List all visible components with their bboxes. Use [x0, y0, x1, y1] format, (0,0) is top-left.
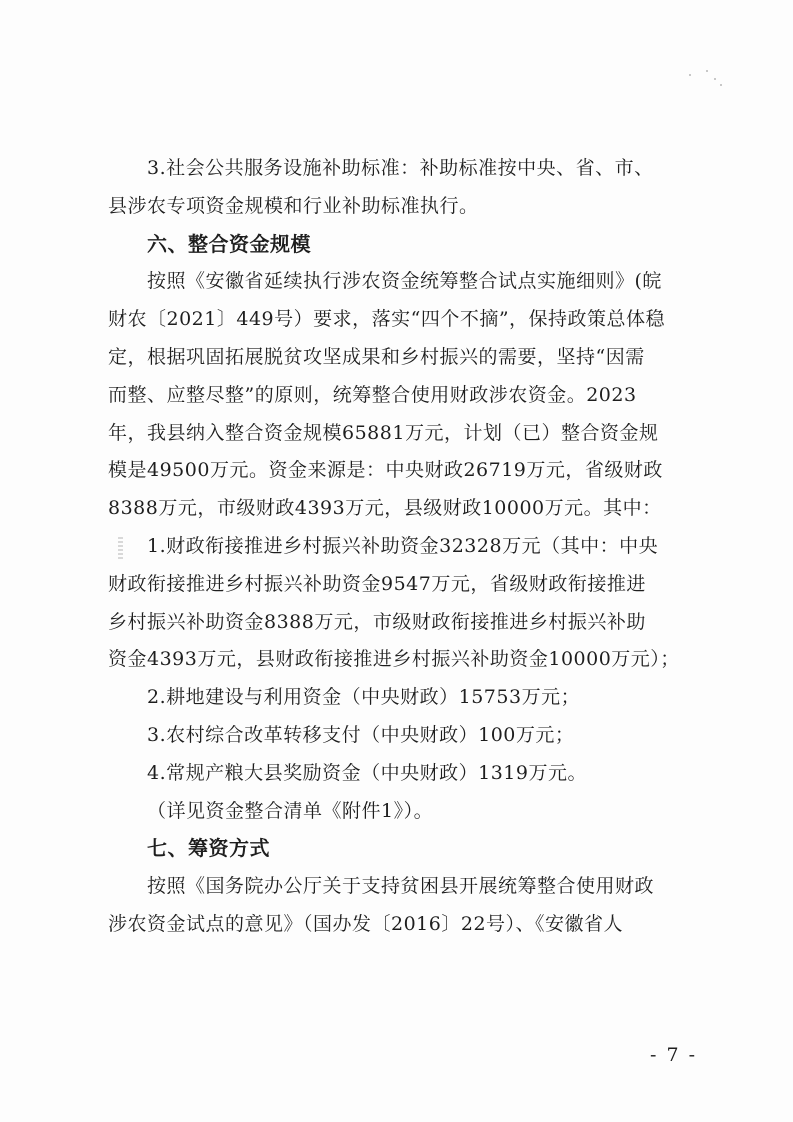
- scan-speck: [714, 78, 716, 80]
- paragraph-line: 4.常规产粮大县奖励资金（中央财政）1319万元。: [147, 761, 587, 784]
- paragraph-line: 涉农资金试点的意见》（国办发〔2016〕22号）、《安徽省人: [108, 912, 624, 935]
- paragraph-line: 财农〔2021〕449号）要求，落实“四个不摘”，保持政策总体稳: [108, 308, 666, 331]
- paragraph-line: 年，我县纳入整合资金规模65881万元，计划（已）整合资金规: [108, 421, 659, 444]
- paragraph-line: 2.耕地建设与利用资金（中央财政）15753万元；: [147, 686, 581, 709]
- paragraph-line: 模是49500万元。资金来源是：中央财政26719万元，省级财政: [108, 459, 663, 482]
- scan-speck: [706, 70, 708, 72]
- page-number: - 7 -: [650, 1044, 698, 1066]
- paragraph-line: 按照《安徽省延续执行涉农资金统筹整合试点实施细则》(皖: [147, 270, 662, 293]
- section-heading: 六、整合资金规模: [147, 231, 311, 256]
- paragraph-line: 乡村振兴补助资金8388万元，市级财政衔接推进乡村振兴补助: [108, 610, 646, 633]
- paragraph-line: 财政衔接推进乡村振兴补助资金9547万元，省级财政衔接推进: [108, 572, 646, 595]
- paragraph-line: 3.社会公共服务设施补助标准：补助标准按中央、省、市、: [147, 157, 654, 179]
- paragraph-line: （详见资金整合清单《附件1》）。: [147, 799, 434, 822]
- section-heading: 七、筹资方式: [147, 836, 270, 861]
- paragraph-line: 8388万元，市级财政4393万元，县级财政10000万元。其中：: [108, 497, 662, 520]
- scan-speck: [720, 84, 722, 86]
- paragraph-line: 资金4393万元，县财政衔接推进乡村振兴补助资金10000万元）；: [108, 648, 680, 671]
- paragraph-line: 1.财政衔接推进乡村振兴补助资金32328万元（其中：中央: [147, 534, 659, 557]
- paragraph-line: 定，根据巩固拓展脱贫攻坚成果和乡村振兴的需要，坚持“因需: [108, 345, 645, 368]
- document-body: [108, 150, 693, 944]
- scan-speck: [689, 74, 691, 76]
- paragraph-line: 按照《国务院办公厅关于支持贫困县开展统筹整合使用财政: [147, 875, 655, 898]
- paragraph-line: 县涉农专项资金规模和行业补助标准执行。: [108, 194, 479, 217]
- paragraph-line: 而整、应整尽整”的原则，统筹整合使用财政涉农资金。2023: [108, 383, 637, 406]
- paragraph-line: 3.农村综合改革转移支付（中央财政）100万元；: [147, 723, 575, 746]
